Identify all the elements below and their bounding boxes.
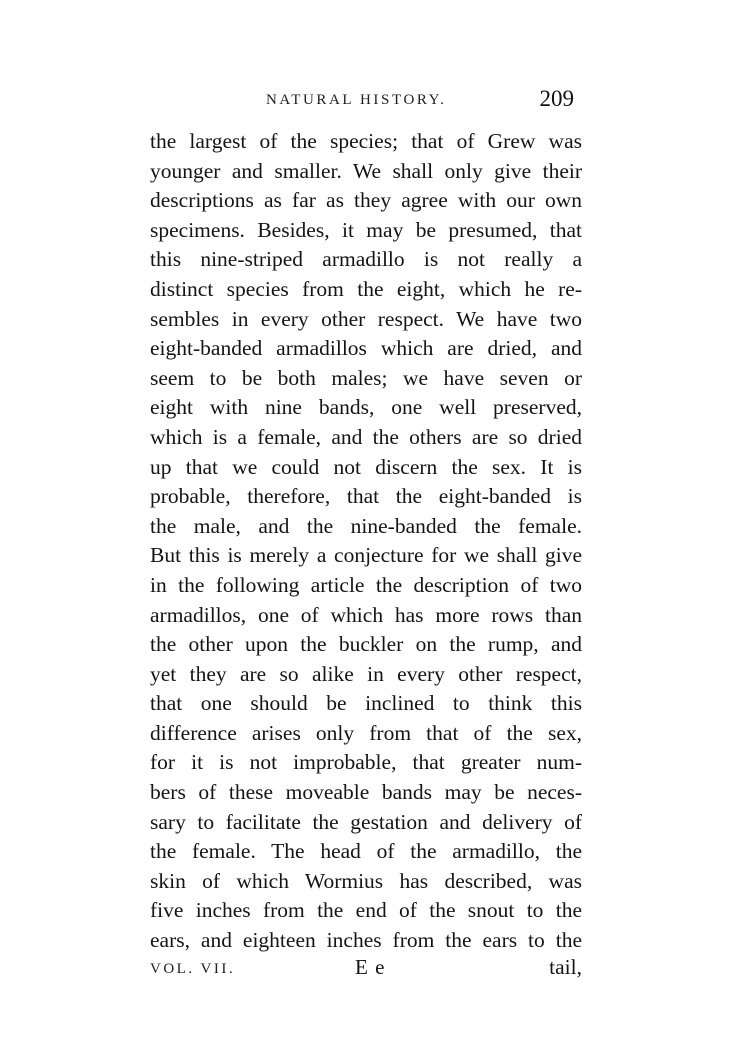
page-number: 209 <box>539 86 574 111</box>
text-line: the largest of the species; that of Grew was <box>150 129 582 153</box>
text-line: armadillos, one of which has more rows than <box>150 602 582 627</box>
signature-mark: E e <box>355 955 386 979</box>
text-line: descriptions as far as they agree with our own <box>150 188 582 213</box>
text-line: But this is merely a conjecture for we shall give <box>150 543 582 568</box>
text-line: yet they are so alike in every other respect, <box>150 661 582 686</box>
running-title: NATURAL HISTORY. <box>266 92 447 108</box>
catchword: tail, <box>549 955 582 979</box>
text-line: the other upon the buckler on the rump, and <box>150 632 582 657</box>
text-line: distinct species from the eight, which he re- <box>150 276 582 301</box>
text-line: sembles in every other respect. We have two <box>150 306 582 331</box>
text-line: eight-banded armadillos which are dried, and <box>150 336 582 361</box>
text-line: sary to facilitate the gestation and delivery of <box>150 809 582 834</box>
text-line: younger and smaller. We shall only give their <box>150 158 582 183</box>
text-line: that one should be inclined to think this <box>150 691 582 716</box>
text-line: the female. The head of the armadillo, the <box>150 839 582 864</box>
running-head <box>150 86 580 118</box>
text-line: skin of which Wormius has described, was <box>150 868 582 893</box>
page-footer <box>150 955 582 989</box>
text-line: five inches from the end of the snout to the <box>150 898 582 923</box>
text-line: up that we could not discern the sex. It is <box>150 454 582 479</box>
volume-signature: VOL. VII. <box>150 961 236 977</box>
text-line: eight with nine bands, one well preserved, <box>150 395 582 420</box>
text-line: bers of these moveable bands may be neces- <box>150 780 582 805</box>
text-line: specimens. Besides, it may be presumed, that <box>150 217 582 242</box>
text-line: this nine-striped armadillo is not really a <box>150 247 582 272</box>
text-line: in the following article the description of two <box>150 572 582 597</box>
text-line: which is a female, and the others are so dried <box>150 424 582 449</box>
text-line: ears, and eighteen inches from the ears to the <box>150 928 582 953</box>
text-line: difference arises only from that of the sex, <box>150 720 582 745</box>
text-line: seem to be both males; we have seven or <box>150 365 582 390</box>
text-line: for it is not improbable, that greater num- <box>150 750 582 775</box>
text-line: probable, therefore, that the eight-banded is <box>150 484 582 509</box>
body-text <box>150 127 582 956</box>
text-line: the male, and the nine-banded the female. <box>150 513 582 538</box>
